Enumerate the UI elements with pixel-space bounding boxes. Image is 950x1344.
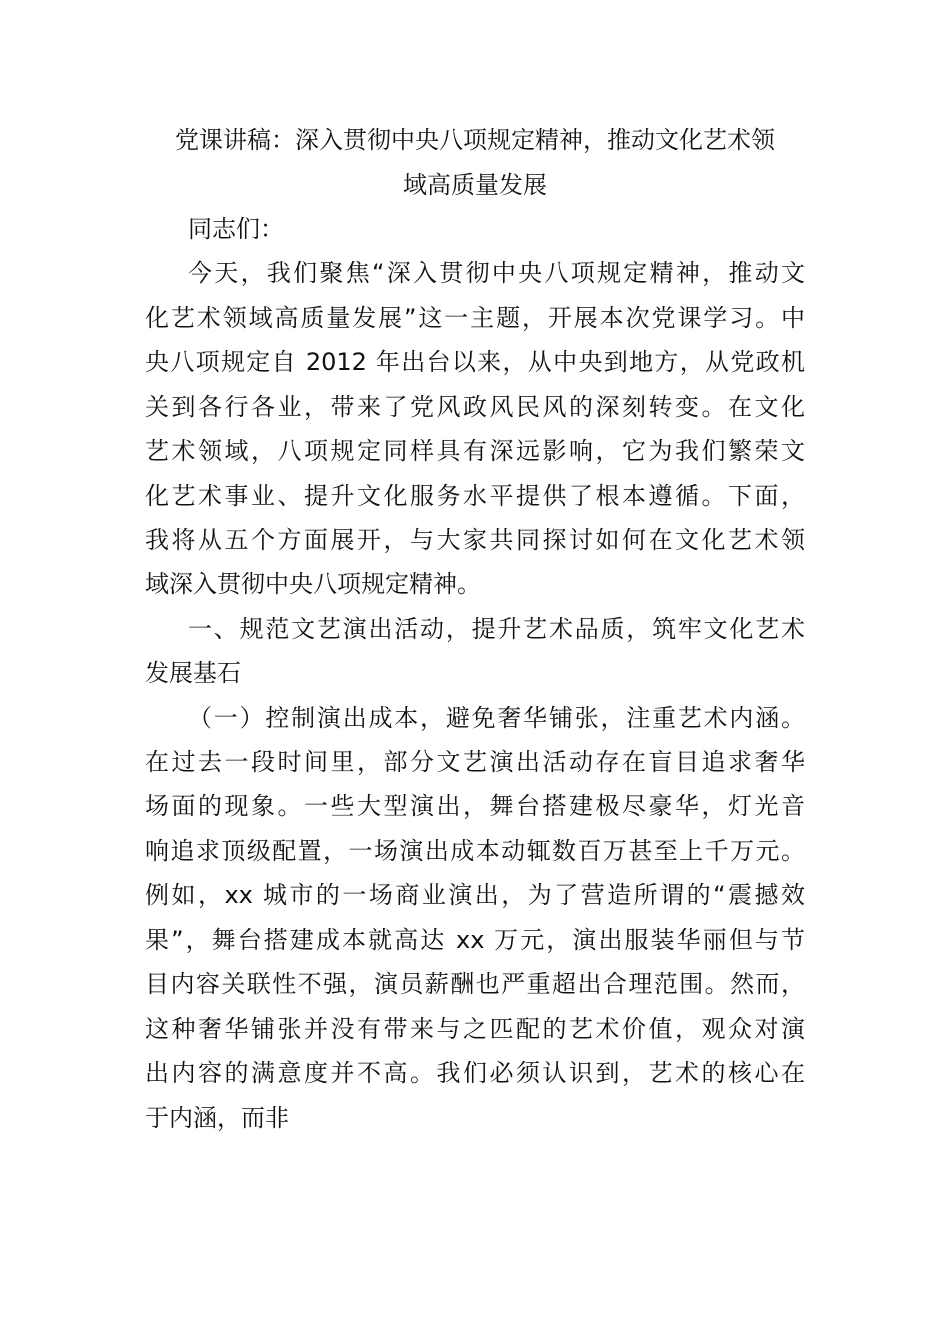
paragraph-line: 响追求顶级配置，一场演出成本动辄数百万甚至上千万元。 [145, 837, 805, 865]
section-heading-line: 一、规范文艺演出活动，提升艺术品质，筑牢文化艺术 [188, 615, 805, 643]
paragraph-line: 例如，xx 城市的一场商业演出，为了营造所谓的“震撼效 [145, 881, 805, 909]
paragraph-line: 在过去一段时间里，部分文艺演出活动存在盲目追求奢华 [145, 748, 805, 776]
paragraph-line: 果”，舞台搭建成本就高达 xx 万元，演出服装华丽但与节 [145, 926, 805, 954]
paragraph-line: 艺术领域，八项规定同样具有深远影响，它为我们繁荣文 [145, 437, 805, 465]
paragraph-line: 这种奢华铺张并没有带来与之匹配的艺术价值，观众对演 [145, 1015, 805, 1043]
paragraph-line: 场面的现象。一些大型演出，舞台搭建极尽豪华，灯光音 [145, 792, 805, 820]
document-title-line-1: 党课讲稿：深入贯彻中央八项规定精神，推动文化艺术领 [175, 126, 775, 154]
paragraph-line: 出内容的满意度并不高。我们必须认识到，艺术的核心在 [145, 1059, 805, 1087]
paragraph-line: 于内涵，而非 [145, 1104, 289, 1132]
section-heading-line: 发展基石 [145, 659, 241, 687]
paragraph-line: 化艺术事业、提升文化服务水平提供了根本遵循。下面， [145, 482, 805, 510]
document-title-line-2: 域高质量发展 [403, 171, 547, 199]
paragraph-line: 我将从五个方面展开，与大家共同探讨如何在文化艺术领 [145, 526, 805, 554]
salutation: 同志们： [188, 215, 284, 243]
paragraph-line: 化艺术领域高质量发展”这一主题，开展本次党课学习。中 [145, 304, 805, 332]
paragraph-line: 关到各行各业，带来了党风政风民风的深刻转变。在文化 [145, 393, 805, 421]
paragraph-line: 目内容关联性不强，演员薪酬也严重超出合理范围。然而， [145, 970, 805, 998]
subsection-heading: （一）控制演出成本，避免奢华铺张，注重艺术内涵。 [188, 704, 805, 732]
paragraph-line: 今天，我们聚焦“深入贯彻中央八项规定精神，推动文 [188, 259, 805, 287]
paragraph-line: 央八项规定自 2012 年出台以来，从中央到地方，从党政机 [145, 348, 805, 376]
paragraph-line: 域深入贯彻中央八项规定精神。 [145, 570, 481, 598]
